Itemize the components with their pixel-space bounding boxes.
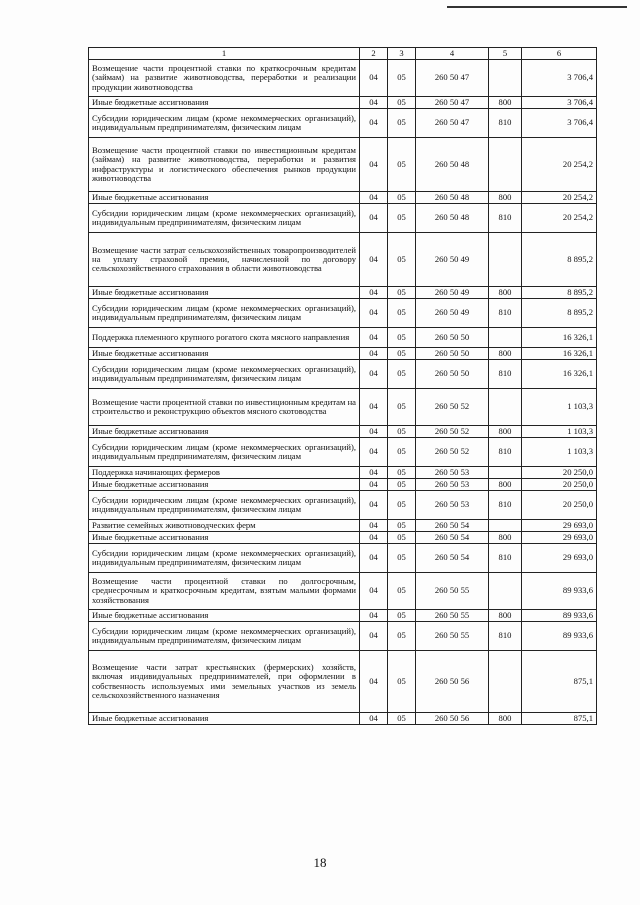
row-subsection-cell: 05 xyxy=(388,573,416,610)
table-row xyxy=(89,491,597,520)
top-rule xyxy=(447,6,627,8)
table-row xyxy=(89,192,597,204)
row-target-article-cell: 260 50 55 xyxy=(416,610,489,622)
row-expense-type-cell xyxy=(489,573,522,610)
row-target-article-cell: 260 50 50 xyxy=(416,348,489,360)
row-section-cell: 04 xyxy=(360,573,388,610)
row-target-article-cell: 260 50 56 xyxy=(416,713,489,725)
row-expense-type-cell: 800 xyxy=(489,287,522,299)
row-amount-cell: 8 895,2 xyxy=(522,299,597,328)
row-target-article-cell: 260 50 48 xyxy=(416,192,489,204)
row-expense-type-cell: 800 xyxy=(489,610,522,622)
row-expense-type-cell xyxy=(489,60,522,97)
row-amount-cell: 29 693,0 xyxy=(522,520,597,532)
table-row xyxy=(89,287,597,299)
row-name-cell: Иные бюджетные ассигнования xyxy=(89,610,360,622)
table-row xyxy=(89,348,597,360)
row-amount-cell: 20 250,0 xyxy=(522,479,597,491)
table-row xyxy=(89,299,597,328)
row-amount-cell: 20 250,0 xyxy=(522,467,597,479)
table-row xyxy=(89,233,597,287)
row-amount-cell: 89 933,6 xyxy=(522,573,597,610)
header-cell-expense-type: 5 xyxy=(489,48,522,60)
row-expense-type-cell: 810 xyxy=(489,360,522,389)
row-subsection-cell: 05 xyxy=(388,467,416,479)
row-section-cell: 04 xyxy=(360,426,388,438)
row-expense-type-cell: 800 xyxy=(489,532,522,544)
row-subsection-cell: 05 xyxy=(388,438,416,467)
row-expense-type-cell: 810 xyxy=(489,299,522,328)
row-expense-type-cell xyxy=(489,520,522,532)
row-subsection-cell: 05 xyxy=(388,544,416,573)
row-target-article-cell: 260 50 54 xyxy=(416,520,489,532)
row-expense-type-cell xyxy=(489,651,522,713)
row-subsection-cell: 05 xyxy=(388,360,416,389)
row-name-cell: Иные бюджетные ассигнования xyxy=(89,532,360,544)
table-row xyxy=(89,389,597,426)
row-subsection-cell: 05 xyxy=(388,138,416,192)
row-section-cell: 04 xyxy=(360,348,388,360)
row-name-cell: Иные бюджетные ассигнования xyxy=(89,713,360,725)
row-subsection-cell: 05 xyxy=(388,479,416,491)
row-section-cell: 04 xyxy=(360,233,388,287)
row-subsection-cell: 05 xyxy=(388,204,416,233)
row-amount-cell: 875,1 xyxy=(522,713,597,725)
row-name-cell: Иные бюджетные ассигнования xyxy=(89,97,360,109)
row-amount-cell: 20 250,0 xyxy=(522,491,597,520)
row-name-cell: Поддержка племенного крупного рогатого скота мясного направления xyxy=(89,328,360,348)
row-name-cell: Иные бюджетные ассигнования xyxy=(89,287,360,299)
row-section-cell: 04 xyxy=(360,532,388,544)
row-target-article-cell: 260 50 56 xyxy=(416,651,489,713)
row-name-cell: Субсидии юридическим лицам (кроме некоммерческих организаций), индивидуальным предпринимателям, физическим лицам xyxy=(89,491,360,520)
row-name-cell: Поддержка начинающих фермеров xyxy=(89,467,360,479)
table-row xyxy=(89,532,597,544)
row-target-article-cell: 260 50 47 xyxy=(416,109,489,138)
table-row xyxy=(89,204,597,233)
table-row xyxy=(89,610,597,622)
row-target-article-cell: 260 50 52 xyxy=(416,389,489,426)
row-name-cell: Субсидии юридическим лицам (кроме некоммерческих организаций), индивидуальным предпринимателям, физическим лицам xyxy=(89,544,360,573)
row-section-cell: 04 xyxy=(360,138,388,192)
row-amount-cell: 16 326,1 xyxy=(522,348,597,360)
row-amount-cell: 1 103,3 xyxy=(522,438,597,467)
row-section-cell: 04 xyxy=(360,622,388,651)
row-amount-cell: 3 706,4 xyxy=(522,109,597,138)
header-cell-section: 2 xyxy=(360,48,388,60)
row-name-cell: Возмещение части процентной ставки по инвестиционным кредитам на строительство и реконструкцию объектов мясного скотоводства xyxy=(89,389,360,426)
row-amount-cell: 8 895,2 xyxy=(522,287,597,299)
row-amount-cell: 29 693,0 xyxy=(522,532,597,544)
row-expense-type-cell xyxy=(489,138,522,192)
row-subsection-cell: 05 xyxy=(388,233,416,287)
row-target-article-cell: 260 50 55 xyxy=(416,622,489,651)
table-row xyxy=(89,60,597,97)
table-row xyxy=(89,622,597,651)
row-name-cell: Субсидии юридическим лицам (кроме некоммерческих организаций), индивидуальным предпринимателям, физическим лицам xyxy=(89,438,360,467)
row-section-cell: 04 xyxy=(360,328,388,348)
row-subsection-cell: 05 xyxy=(388,97,416,109)
table-row xyxy=(89,573,597,610)
row-amount-cell: 16 326,1 xyxy=(522,328,597,348)
row-expense-type-cell xyxy=(489,233,522,287)
row-amount-cell: 89 933,6 xyxy=(522,610,597,622)
row-section-cell: 04 xyxy=(360,438,388,467)
row-expense-type-cell: 810 xyxy=(489,622,522,651)
row-target-article-cell: 260 50 53 xyxy=(416,491,489,520)
row-subsection-cell: 05 xyxy=(388,520,416,532)
row-target-article-cell: 260 50 50 xyxy=(416,360,489,389)
row-target-article-cell: 260 50 52 xyxy=(416,438,489,467)
row-section-cell: 04 xyxy=(360,287,388,299)
row-target-article-cell: 260 50 53 xyxy=(416,479,489,491)
row-expense-type-cell: 810 xyxy=(489,491,522,520)
row-expense-type-cell: 810 xyxy=(489,109,522,138)
row-subsection-cell: 05 xyxy=(388,192,416,204)
row-name-cell: Возмещение части процентной ставки по инвестиционным кредитам (займам) на развитие животноводства, переработки и развития инфраструктуры и логистического обеспечения рынков продукции животноводства xyxy=(89,138,360,192)
row-name-cell: Возмещение части затрат сельскохозяйственных товаропроизводителей на уплату страховой премии, начисленной по договору сельскохозяйственного страхования в области животноводства xyxy=(89,233,360,287)
row-expense-type-cell: 800 xyxy=(489,348,522,360)
row-target-article-cell: 260 50 48 xyxy=(416,204,489,233)
row-section-cell: 04 xyxy=(360,713,388,725)
row-name-cell: Иные бюджетные ассигнования xyxy=(89,479,360,491)
table-row xyxy=(89,426,597,438)
table-row xyxy=(89,544,597,573)
row-target-article-cell: 260 50 49 xyxy=(416,233,489,287)
row-amount-cell: 16 326,1 xyxy=(522,360,597,389)
row-amount-cell: 3 706,4 xyxy=(522,60,597,97)
row-name-cell: Субсидии юридическим лицам (кроме некоммерческих организаций), индивидуальным предпринимателям, физическим лицам xyxy=(89,622,360,651)
table-row xyxy=(89,479,597,491)
row-expense-type-cell xyxy=(489,389,522,426)
row-name-cell: Субсидии юридическим лицам (кроме некоммерческих организаций), индивидуальным предпринимателям, физическим лицам xyxy=(89,109,360,138)
row-target-article-cell: 260 50 49 xyxy=(416,299,489,328)
row-expense-type-cell: 800 xyxy=(489,713,522,725)
row-amount-cell: 3 706,4 xyxy=(522,97,597,109)
row-amount-cell: 89 933,6 xyxy=(522,622,597,651)
row-amount-cell: 20 254,2 xyxy=(522,138,597,192)
row-subsection-cell: 05 xyxy=(388,60,416,97)
row-target-article-cell: 260 50 49 xyxy=(416,287,489,299)
table-row xyxy=(89,97,597,109)
row-expense-type-cell xyxy=(489,467,522,479)
row-amount-cell: 1 103,3 xyxy=(522,389,597,426)
row-expense-type-cell: 810 xyxy=(489,544,522,573)
row-amount-cell: 875,1 xyxy=(522,651,597,713)
row-name-cell: Возмещение части процентной ставки по краткосрочным кредитам (займам) на развитие животноводства, переработки и реализации продукции животноводства xyxy=(89,60,360,97)
header-cell-subsection: 3 xyxy=(388,48,416,60)
row-name-cell: Иные бюджетные ассигнования xyxy=(89,192,360,204)
row-section-cell: 04 xyxy=(360,544,388,573)
row-subsection-cell: 05 xyxy=(388,109,416,138)
header-cell-amount: 6 xyxy=(522,48,597,60)
table-row xyxy=(89,438,597,467)
row-subsection-cell: 05 xyxy=(388,532,416,544)
table-row xyxy=(89,360,597,389)
row-expense-type-cell: 800 xyxy=(489,97,522,109)
row-target-article-cell: 260 50 54 xyxy=(416,544,489,573)
header-row xyxy=(89,48,597,60)
row-section-cell: 04 xyxy=(360,651,388,713)
row-name-cell: Субсидии юридическим лицам (кроме некоммерческих организаций), индивидуальным предпринимателям, физическим лицам xyxy=(89,299,360,328)
row-subsection-cell: 05 xyxy=(388,610,416,622)
table-row xyxy=(89,651,597,713)
row-expense-type-cell: 800 xyxy=(489,426,522,438)
row-target-article-cell: 260 50 53 xyxy=(416,467,489,479)
row-expense-type-cell: 810 xyxy=(489,438,522,467)
row-section-cell: 04 xyxy=(360,491,388,520)
row-section-cell: 04 xyxy=(360,97,388,109)
row-name-cell: Возмещение части затрат крестьянских (фермерских) хозяйств, включая индивидуальных предпринимателей, при оформлении в собственность используемых ими земельных участков из земель сельскохозяйственного назначения xyxy=(89,651,360,713)
row-amount-cell: 29 693,0 xyxy=(522,544,597,573)
row-target-article-cell: 260 50 50 xyxy=(416,328,489,348)
table-row xyxy=(89,328,597,348)
row-subsection-cell: 05 xyxy=(388,328,416,348)
row-target-article-cell: 260 50 55 xyxy=(416,573,489,610)
row-target-article-cell: 260 50 54 xyxy=(416,532,489,544)
row-section-cell: 04 xyxy=(360,192,388,204)
table-row xyxy=(89,713,597,725)
row-subsection-cell: 05 xyxy=(388,299,416,328)
row-target-article-cell: 260 50 47 xyxy=(416,60,489,97)
row-name-cell: Субсидии юридическим лицам (кроме некоммерческих организаций), индивидуальным предпринимателям, физическим лицам xyxy=(89,360,360,389)
row-subsection-cell: 05 xyxy=(388,651,416,713)
row-name-cell: Возмещение части процентной ставки по долгосрочным, среднесрочным и краткосрочным кредитам, взятым малыми формами хозяйствования xyxy=(89,573,360,610)
table-row xyxy=(89,520,597,532)
row-expense-type-cell xyxy=(489,328,522,348)
row-subsection-cell: 05 xyxy=(388,622,416,651)
row-section-cell: 04 xyxy=(360,520,388,532)
row-subsection-cell: 05 xyxy=(388,348,416,360)
row-expense-type-cell: 800 xyxy=(489,479,522,491)
row-section-cell: 04 xyxy=(360,109,388,138)
row-section-cell: 04 xyxy=(360,479,388,491)
row-amount-cell: 8 895,2 xyxy=(522,233,597,287)
header-cell-name: 1 xyxy=(89,48,360,60)
row-amount-cell: 1 103,3 xyxy=(522,426,597,438)
row-subsection-cell: 05 xyxy=(388,491,416,520)
row-target-article-cell: 260 50 48 xyxy=(416,138,489,192)
row-target-article-cell: 260 50 52 xyxy=(416,426,489,438)
row-name-cell: Иные бюджетные ассигнования xyxy=(89,348,360,360)
row-amount-cell: 20 254,2 xyxy=(522,204,597,233)
row-section-cell: 04 xyxy=(360,467,388,479)
row-expense-type-cell: 800 xyxy=(489,192,522,204)
row-expense-type-cell: 810 xyxy=(489,204,522,233)
row-section-cell: 04 xyxy=(360,610,388,622)
header-cell-target-article: 4 xyxy=(416,48,489,60)
row-subsection-cell: 05 xyxy=(388,389,416,426)
row-amount-cell: 20 254,2 xyxy=(522,192,597,204)
row-name-cell: Иные бюджетные ассигнования xyxy=(89,426,360,438)
table-row xyxy=(89,467,597,479)
row-subsection-cell: 05 xyxy=(388,426,416,438)
row-section-cell: 04 xyxy=(360,204,388,233)
row-target-article-cell: 260 50 47 xyxy=(416,97,489,109)
row-section-cell: 04 xyxy=(360,299,388,328)
row-section-cell: 04 xyxy=(360,360,388,389)
row-name-cell: Развитие семейных животноводческих ферм xyxy=(89,520,360,532)
table-row xyxy=(89,138,597,192)
row-subsection-cell: 05 xyxy=(388,287,416,299)
row-section-cell: 04 xyxy=(360,60,388,97)
budget-table xyxy=(88,47,597,725)
row-section-cell: 04 xyxy=(360,389,388,426)
table-row xyxy=(89,109,597,138)
row-subsection-cell: 05 xyxy=(388,713,416,725)
page-number: 18 xyxy=(313,855,327,870)
row-name-cell: Субсидии юридическим лицам (кроме некоммерческих организаций), индивидуальным предпринимателям, физическим лицам xyxy=(89,204,360,233)
